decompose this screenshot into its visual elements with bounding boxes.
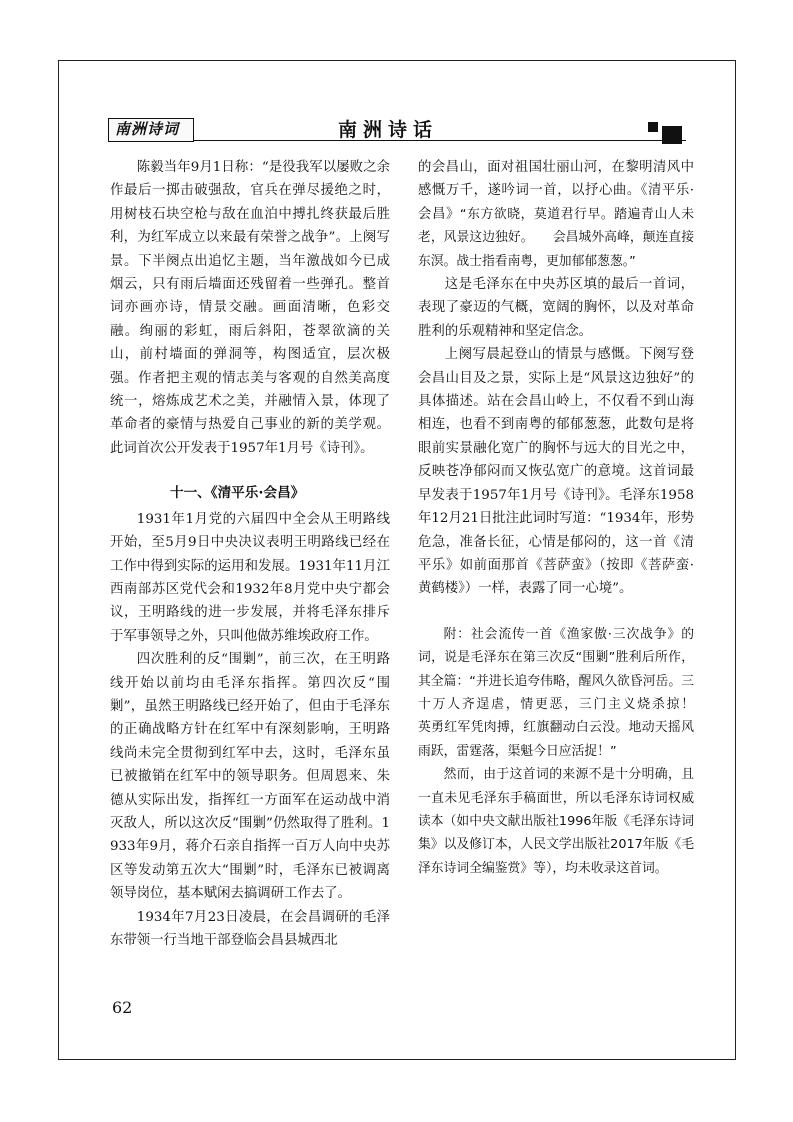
left-column — [110, 156, 390, 952]
paragraph: 1931年1月党的六届四中全会从王明路线开始，至5月9日中央决议表明王明路线已经在工作中得到实际的运用和发展。1931年11月江西南部苏区党代会和1932年8月党中央宁都会议，王明路线的进一步发展，并将毛泽东排斥于军事领导之外，只叫他做苏维埃政府工作。 — [110, 511, 390, 644]
paragraph: 这是毛泽东在中央苏区填的最后一首词，表现了豪迈的气概，宽阔的胸怀，以及对革命胜利的乐观精神和坚定信念。 — [418, 277, 694, 339]
poem-text: “东方欲晓，莫道君行早。踏遍青山人未老，风景这边独好。 会昌城外高峰，颠连直接东溟。战士指看南粤，更加郁郁葱葱。” — [418, 206, 694, 269]
section-tag: 南洲诗词 — [108, 118, 194, 142]
right-column — [418, 156, 720, 880]
section-heading: 十一、《清平乐·会昌》 — [170, 485, 305, 502]
poem-intro: 的会昌山，面对祖国壮丽山河，在黎明清风中感慨万千，遂吟词一首，以抒心曲。《清平乐·会昌》 — [418, 160, 694, 222]
appendix-note: 然而，由于这首词的来源不是十分明确，且一直未见毛泽东手稿面世，所以毛泽东诗词权威读本（如中央文献出版社1996年版《毛泽东诗词集》以及修订本，人民文学出版社2017年版《毛泽东诗词全编鉴赏》等），均未收录这首词。 — [418, 767, 694, 876]
page-title: 南洲诗话 — [338, 119, 439, 141]
page-number: 62 — [112, 998, 133, 1017]
page-header — [108, 118, 686, 144]
paragraph: 1934年7月23日凌晨，在会昌调研的毛泽东带领一行当地干部登临会昌县城西北 — [110, 909, 390, 948]
header-rule — [194, 140, 686, 141]
paragraph: 陈毅当年9月1日称：“是役我军以屡败之余作最后一掷击破强敌，官兵在弹尽援绝之时，用树枝石块空枪与敌在血泊中搏扎终获最后胜利，为红军成立以来最有荣誉之战争”。上阕写景。下半阕点出追忆主题，当年激战如今已成烟云，只有雨后墙面还残留着一些弹孔。整首词亦画亦诗，情景交融。画面清晰，色彩交融。绚丽的彩虹，雨后斜阳，苍翠欲滴的关山，前村墙面的弹洞等，构图适宜，层次极强。作者把主观的情志美与客观的自然美高度统一，熔炼成艺术之美，并融情入景，体现了革命者的豪情与热爱自己事业的新的美学观。此词首次公开发表于1957年1月号《诗刊》。 — [110, 160, 390, 456]
paragraph — [418, 156, 694, 273]
paragraph: 四次胜利的反“围剿”，前三次，在王明路线开始以前均由毛泽东指挥。第四次反“围剿”，虽然王明路线已经开始了，但由于毛泽东的正确战略方针在红军中有深刻影响，王明路线尚未完全贯彻到红军中去，这时，毛泽东虽已被撤销在红军中的领导职务。但周恩来、朱德从实际出发，指挥红一方面军在运动战中消灭敌人，所以这次反“围剿”仍然取得了胜利。1933年9月，蒋介石亲自指挥一百万人向中央苏区等发动第五次大“围剿”时，毛泽东已被调离领导岗位，基本赋闲去搞调研工作去了。 — [110, 652, 390, 902]
decorative-square-large — [662, 126, 682, 144]
decorative-square-small — [648, 122, 658, 132]
paragraph: 上阕写晨起登山的情景与感慨。下阕写登会昌山目及之景，实际上是“风景这边独好”的具体描述。站在会昌山岭上，不仅看不到山海相连，也看不到南粤的郁郁葱葱，此数句是将眼前实景融化宽广的胸怀与远大的目光之中，反映苍净郁闷而又恢弘宽广的意境。这首词最早发表于1957年1月号《诗刊》。毛泽东1958年12月21日批注此词时写道：“1934年，形势危急，准备长征，心情是郁闷的，这一首《清平乐》如前面那首《菩萨蛮》（按即《菩萨蛮·黄鹤楼》）一样，表露了同一心境”。 — [418, 347, 694, 597]
appendix-paragraph: 附：社会流传一首《渔家傲·三次战争》的词，说是毛泽东在第三次反“围剿”胜利后所作，其全篇：“并进长追夸伟略，醒风久欲昏河岳。三十万人齐逞虐，情更恶，三门主义烧杀掠！ 英勇红军凭肉搏，红旗翻动白云没。地动天摇风雨跃，雷霆落，渠魁今日应活捉！” — [418, 626, 720, 759]
